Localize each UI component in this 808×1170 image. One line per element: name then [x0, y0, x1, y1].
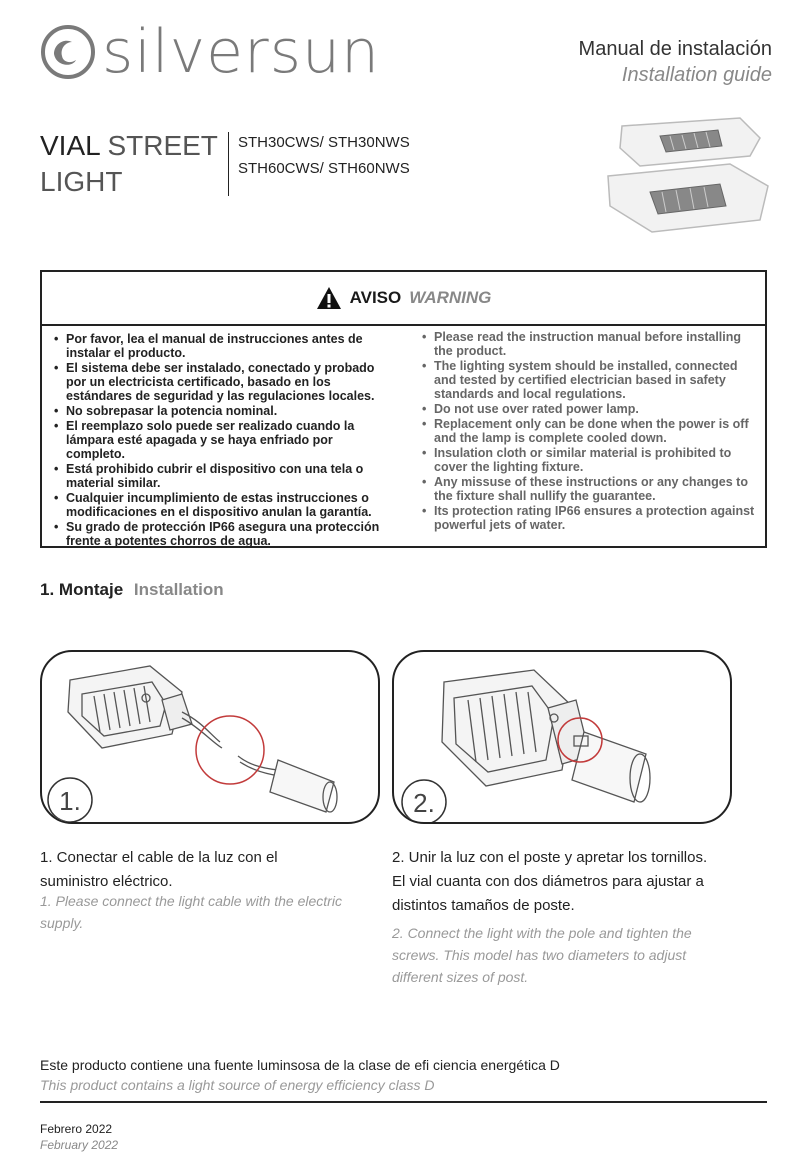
- warning-title-es: AVISO: [349, 288, 402, 307]
- warning-item: • Please read the instruction manual before installing the product.: [420, 330, 760, 358]
- warning-triangle-icon: [316, 286, 342, 310]
- model-line: STH60CWS/ STH60NWS: [238, 160, 410, 177]
- warning-item: • Any missuse of these instructions or any changes to the fixture shall nullify the guarantee.: [420, 475, 760, 503]
- step-2-text-en: 2. Connect the light with the pole and tighten the screws. This model has two diameters to adjust different sizes of post.: [392, 925, 692, 985]
- brand-name: silversun: [102, 17, 381, 87]
- section-title-es: Montaje: [58, 580, 124, 599]
- brand-logo: [40, 17, 381, 87]
- section-number: 1.: [40, 580, 55, 599]
- warning-item: • Cualquier incumplimiento de estas instrucciones o modificaciones en el dispositivo anulan la garantía.: [52, 491, 392, 519]
- warning-list-en: [420, 330, 760, 533]
- footer-divider: [40, 1101, 767, 1103]
- sun-logo-icon: [40, 24, 96, 80]
- warning-item: • No sobrepasar la potencia nominal.: [52, 404, 392, 418]
- title-light-2: LIGHT: [40, 166, 123, 197]
- step-1-text-en: 1. Please connect the light cable with the electric supply.: [40, 893, 342, 931]
- lamp-large: [608, 164, 768, 232]
- section-heading: [40, 580, 224, 600]
- warning-item: • Por favor, lea el manual de instrucciones antes de instalar el producto.: [52, 332, 392, 360]
- date-en: February 2022: [40, 1138, 119, 1152]
- step-2-illustration: [392, 650, 732, 824]
- warning-box: [40, 270, 767, 548]
- cable-connection-drawing: [42, 652, 380, 824]
- manual-title-es: Manual de instalación: [578, 38, 772, 60]
- date-es: Febrero 2022: [40, 1122, 113, 1136]
- warning-item: • Está prohibido cubrir el dispositivo con una tela o material similar.: [52, 462, 392, 490]
- model-line: STH30CWS/ STH30NWS: [238, 134, 410, 151]
- title-strong: VIAL: [40, 130, 100, 161]
- warning-item: • Do not use over rated power lamp.: [420, 402, 760, 416]
- step-1-number: 1.: [59, 786, 81, 816]
- warning-item: • El reemplazo solo puede ser realizado cuando la lámpara esté apagada y se haya enfriado por completo.: [52, 419, 392, 461]
- warning-list-es: [52, 332, 392, 549]
- warning-item: • Insulation cloth or similar material is prohibited to cover the lighting fixture.: [420, 446, 760, 474]
- section-title-en: Installation: [133, 580, 224, 599]
- title-light-1: STREET: [107, 130, 218, 161]
- step-1-text-es: 1. Conectar el cable de la luz con el suministro eléctrico.: [40, 849, 278, 890]
- warning-item: • Su grado de protección IP66 asegura una protección frente a potentes chorros de agua.: [52, 520, 392, 548]
- pole-mounting-drawing: [394, 652, 732, 824]
- energy-class-es: Este producto contiene una fuente luminsosa de la clase de efi ciencia energética D: [40, 1057, 560, 1073]
- warning-item: • El sistema debe ser instalado, conectado y probado por un electricista certificado, basado en los estándares de seguridad y las regulaciones locales.: [52, 361, 392, 403]
- step-2-text-es: 2. Unir la luz con el poste y apretar los tornillos. El vial cuanta con dos diámetros para ajustar a distintos tamaños de poste.: [392, 849, 708, 914]
- warning-item: • Its protection rating IP66 ensures a protection against powerful jets of water.: [420, 504, 760, 532]
- step-1-illustration: [40, 650, 380, 824]
- title-divider: [228, 132, 229, 196]
- step-2-number: 2.: [413, 788, 435, 818]
- product-title: [40, 128, 218, 200]
- lamp-small: [620, 118, 760, 166]
- warning-title-en: WARNING: [409, 288, 492, 307]
- street-light-product-image: [600, 108, 780, 238]
- warning-item: • Replacement only can be done when the power is off and the lamp is complete cooled down.: [420, 417, 760, 445]
- energy-class-en: This product contains a light source of energy efficiency class D: [40, 1077, 435, 1093]
- warning-header: [42, 272, 765, 326]
- warning-item: • The lighting system should be installed, connected and tested by certified electrician based in safety standards and local regulations.: [420, 359, 760, 401]
- manual-title-en: Installation guide: [621, 64, 772, 86]
- model-list: [238, 130, 410, 182]
